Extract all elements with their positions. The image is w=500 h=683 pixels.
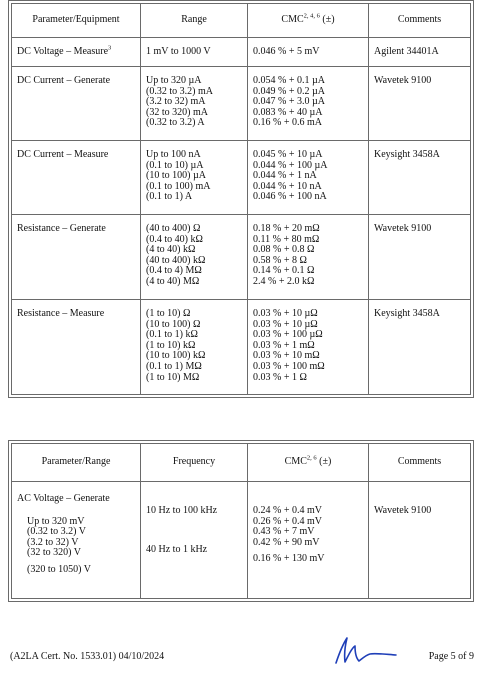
cmc-cell <box>248 300 369 395</box>
cmc-line: 0.03 % + 1 Ω <box>253 371 307 383</box>
comment-cell <box>369 141 471 215</box>
range-line: (0.1 to 1) A <box>146 191 193 203</box>
ac-calibration-table <box>11 443 471 599</box>
header-cmc <box>248 444 369 482</box>
range-line: (0.4 to 4) MΩ <box>146 265 202 277</box>
page-number: Page 5 of 9 <box>428 651 474 662</box>
certificate-footer: (A2LA Cert. No. 1533.01) 04/10/2024 <box>10 651 165 662</box>
scope-table-dc <box>8 0 474 398</box>
header-range: Range <box>141 4 248 38</box>
table-row <box>12 482 471 599</box>
range-line: (0.32 to 3.2) V <box>27 526 86 538</box>
cmc-line: 0.044 % + 1 nA <box>253 170 317 182</box>
header-comments: Comments <box>369 444 471 482</box>
header-cmc <box>248 4 369 38</box>
comment-text: Keysight 3458A <box>374 149 440 160</box>
parameter-cell <box>12 215 141 300</box>
cmc-line: 0.08 % + 0.8 Ω <box>253 244 315 256</box>
ac-parameter-cell <box>12 482 141 599</box>
header-parameter-equipment: Parameter/Equipment <box>12 4 141 38</box>
frequency-line: 40 Hz to 1 kHz <box>146 543 208 555</box>
cmc-line: 0.18 % + 20 mΩ <box>253 223 320 234</box>
parameter-cell <box>12 141 141 215</box>
cmc-line: 0.045 % + 10 µA <box>253 149 323 160</box>
range-cell <box>141 300 248 395</box>
range-line: (0.1 to 100) mA <box>146 180 211 192</box>
table-header-row <box>12 444 471 482</box>
range-line: (0.1 to 1) MΩ <box>146 360 202 372</box>
cmc-list <box>253 506 363 548</box>
comment-text: Agilent 34401A <box>374 46 439 57</box>
range-cell <box>141 67 248 141</box>
cmc-line: 0.03 % + 100 µΩ <box>253 329 323 341</box>
cmc-line: 0.24 % + 0.4 mV <box>253 505 322 516</box>
range-cell <box>141 215 248 300</box>
comment-cell <box>369 67 471 141</box>
range-line: (10 to 100) Ω <box>146 318 201 330</box>
header-comments: Comments <box>369 4 471 38</box>
parameter-label: Resistance – Generate <box>17 223 106 234</box>
range-line: (1 to 10) kΩ <box>146 339 196 351</box>
cmc-line: 0.43 % + 7 mV <box>253 526 315 538</box>
range-cell <box>141 38 248 67</box>
header-cmc-label: CMC <box>284 456 307 468</box>
range-line: Up to 320 mV <box>27 515 85 527</box>
cmc-line: 0.14 % + 0.1 Ω <box>253 265 315 277</box>
section-label: AC Voltage – Generate <box>17 493 110 504</box>
comment-text: Wavetek 9100 <box>374 505 432 516</box>
comment-cell <box>369 300 471 395</box>
ac-cmc-cell <box>248 482 369 599</box>
range-line: (4 to 40) MΩ <box>146 275 200 287</box>
comment-cell <box>369 215 471 300</box>
header-cmc-pm: (±) <box>319 456 332 468</box>
comment-text: Wavetek 9100 <box>374 223 432 234</box>
range-line: (0.1 to 10) µA <box>146 159 204 171</box>
cmc-line: 0.16 % + 0.6 mA <box>253 117 322 129</box>
range-line: (10 to 100) µA <box>146 170 206 182</box>
frequency-line: 10 Hz to 100 kHz <box>146 505 218 516</box>
header-cmc-notes: 2, 6 <box>306 454 317 462</box>
range-cell <box>141 141 248 215</box>
cmc-cell <box>248 38 369 67</box>
cmc-line: 0.26 % + 0.4 mV <box>253 515 322 527</box>
range-line: (0.32 to 3.2) A <box>146 117 205 129</box>
table-row <box>12 38 471 67</box>
range-line: (0.1 to 1) kΩ <box>146 329 198 341</box>
table-row <box>12 141 471 215</box>
range-line: (4 to 40) kΩ <box>146 244 196 256</box>
range-line: (32 to 320) mA <box>146 106 208 118</box>
dc-calibration-table <box>11 3 471 395</box>
comment-text: Keysight 3458A <box>374 308 440 319</box>
range-line: (32 to 320) V <box>27 547 81 559</box>
table-row <box>12 67 471 141</box>
header-cmc-label: CMC <box>281 14 304 26</box>
range-line: (3.2 to 32) V <box>27 536 79 548</box>
range-line: (40 to 400) Ω <box>146 223 201 234</box>
cmc-cell <box>248 215 369 300</box>
table-row <box>12 215 471 300</box>
cmc-line: 0.16 % + 130 mV <box>253 553 325 565</box>
range-line: (0.32 to 3.2) mA <box>146 85 213 97</box>
parameter-label: DC Voltage – Measure <box>17 46 109 57</box>
range-line: (320 to 1050) V <box>27 563 91 575</box>
header-cmc-pm: (±) <box>322 14 335 26</box>
range-line: Up to 320 µA <box>146 75 202 86</box>
cmc-line: 0.046 % + 100 nA <box>253 191 327 203</box>
cmc-cell <box>248 67 369 141</box>
table-header-row <box>12 4 471 38</box>
scope-table-ac <box>8 440 474 602</box>
cmc-line: 0.083 % + 40 µA <box>253 106 323 118</box>
ac-frequency-cell <box>141 482 248 599</box>
cmc-line: 0.11 % + 80 mΩ <box>253 233 320 245</box>
cmc-line: 2.4 % + 2.0 kΩ <box>253 275 315 287</box>
header-frequency: Frequency <box>141 444 248 482</box>
parameter-label: DC Current – Measure <box>17 149 109 160</box>
cmc-line: 0.044 % + 10 nA <box>253 180 322 192</box>
cmc-line: 0.58 % + 8 Ω <box>253 254 307 266</box>
cmc-line: 0.047 % + 3.0 µA <box>253 96 325 108</box>
cmc-line: 0.046 % + 5 mV <box>253 46 320 57</box>
cmc-line: 0.049 % + 0.2 µA <box>253 85 325 97</box>
cmc-cell <box>248 141 369 215</box>
signature-icon <box>333 634 399 666</box>
cmc-line: 0.03 % + 100 mΩ <box>253 360 325 372</box>
cmc-line: 0.42 % + 90 mV <box>253 536 320 548</box>
header-parameter-range: Parameter/Range <box>12 444 141 482</box>
cmc-line: 0.03 % + 10 µΩ <box>253 308 318 319</box>
range-line: (40 to 400) kΩ <box>146 254 206 266</box>
parameter-label: DC Current – Generate <box>17 75 111 86</box>
range-line: (3.2 to 32) mA <box>146 96 206 108</box>
range-line: 1 mV to 1000 V <box>146 46 211 57</box>
footnote-marker: 3 <box>108 44 112 52</box>
range-line: (1 to 10) Ω <box>146 308 191 319</box>
cmc-line: 0.03 % + 10 mΩ <box>253 350 320 362</box>
comment-cell <box>369 38 471 67</box>
parameter-cell <box>12 67 141 141</box>
parameter-cell <box>12 300 141 395</box>
parameter-cell <box>12 38 141 67</box>
cmc-line: 0.03 % + 1 mΩ <box>253 339 315 351</box>
range-line: (1 to 10) MΩ <box>146 371 200 383</box>
cmc-line: 0.054 % + 0.1 µA <box>253 75 325 86</box>
parameter-label: Resistance – Measure <box>17 308 105 319</box>
header-cmc-notes: 2, 4, 6 <box>303 12 320 20</box>
range-list <box>17 517 135 559</box>
cmc-line: 0.044 % + 100 µA <box>253 159 328 171</box>
cmc-line: 0.03 % + 10 µΩ <box>253 318 318 330</box>
range-line: Up to 100 nA <box>146 149 201 160</box>
ac-comment-cell <box>369 482 471 599</box>
range-line: (10 to 100) kΩ <box>146 350 206 362</box>
range-line: (0.4 to 40) kΩ <box>146 233 203 245</box>
table-row <box>12 300 471 395</box>
comment-text: Wavetek 9100 <box>374 75 432 86</box>
